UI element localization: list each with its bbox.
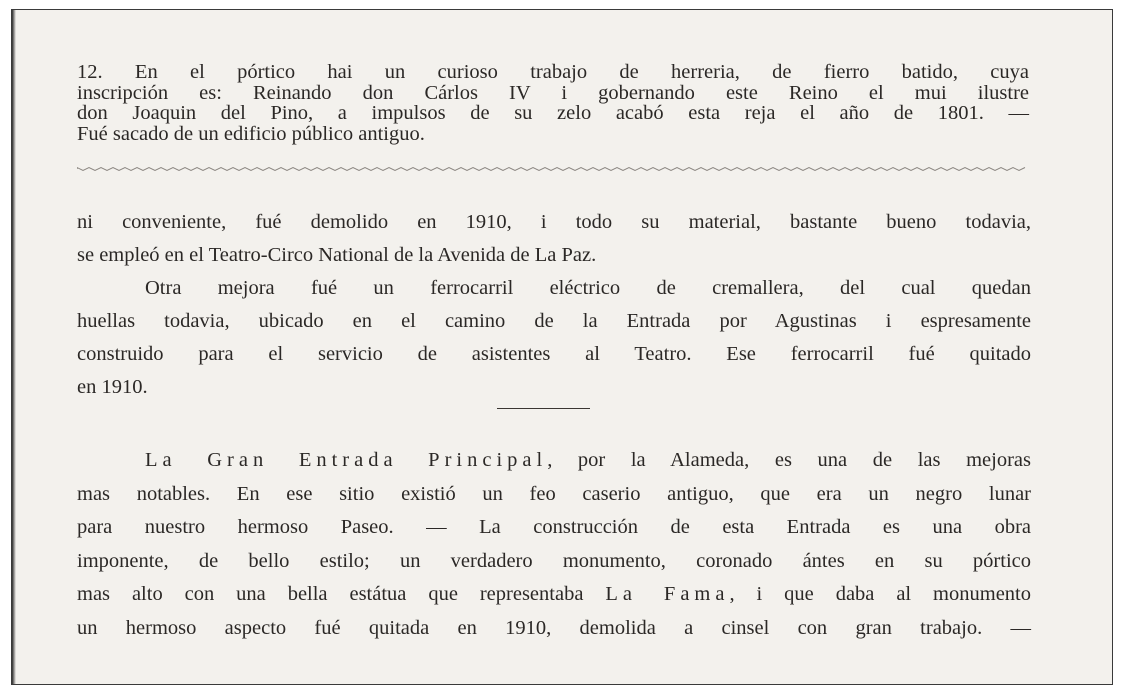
- section-divider: [497, 408, 590, 409]
- body-line: mas notables. En ese sitio existió un feo caserio antiguo, que era un negro lunar: [77, 482, 1031, 505]
- body-line: en 1910.: [77, 376, 148, 398]
- spaced-heading: La Gran Entrada Principal: [145, 449, 548, 471]
- body-line: se empleó en el Teatro-Circo National de la Avenida de La Paz.: [77, 244, 597, 266]
- paragraph-theatre: [77, 206, 1031, 404]
- footnote-line: inscripción es: Reinando don Cárlos IV i gobernando este Reino el mui ilustre: [77, 81, 1029, 104]
- footnote-12: [77, 62, 1029, 144]
- body-line: [77, 578, 1031, 612]
- body-line: huellas todavia, ubicado en el camino de la Entrada por Agustinas i espresamente: [77, 310, 1031, 332]
- paragraph-gran-entrada: [77, 444, 1031, 645]
- spaced-name: La Fama: [605, 583, 730, 605]
- body-text: mas alto con una bella estátua que representaba: [77, 583, 606, 605]
- body-line: ni conveniente, fué demolido en 1910, i todo su material, bastante bueno todavia,: [77, 211, 1031, 233]
- body-line: para nuestro hermoso Paseo. — La construcción de esta Entrada es una obra: [77, 516, 1031, 538]
- body-line: imponente, de bello estilo; un verdadero monumento, coronado ántes en su pórtico: [77, 549, 1031, 572]
- body-text: , por la Alameda, es una de las mejoras: [547, 449, 1031, 471]
- body-line: un hermoso aspecto fué quitada en 1910, demolida a cinsel con gran trabajo. —: [77, 616, 1031, 639]
- body-line: Otra mejora fué un ferrocarril eléctrico de cremallera, del cual quedan: [145, 277, 1031, 299]
- footnote-line: don Joaquin del Pino, a impulsos de su zelo acabó esta reja el año de 1801. —: [77, 102, 1029, 124]
- footnote-line: Fué sacado de un edificio público antiguo.: [77, 122, 425, 145]
- body-text: , i que daba al monumento: [729, 583, 1031, 605]
- body-line: construido para el servicio de asistentes al Teatro. Ese ferrocarril fué quitado: [77, 343, 1031, 365]
- footnote-line: 12. En el pórtico hai un curioso trabajo de herreria, de fierro batido, cuya: [77, 61, 1029, 83]
- body-line: [77, 444, 1031, 478]
- wavy-separator: [77, 165, 1027, 173]
